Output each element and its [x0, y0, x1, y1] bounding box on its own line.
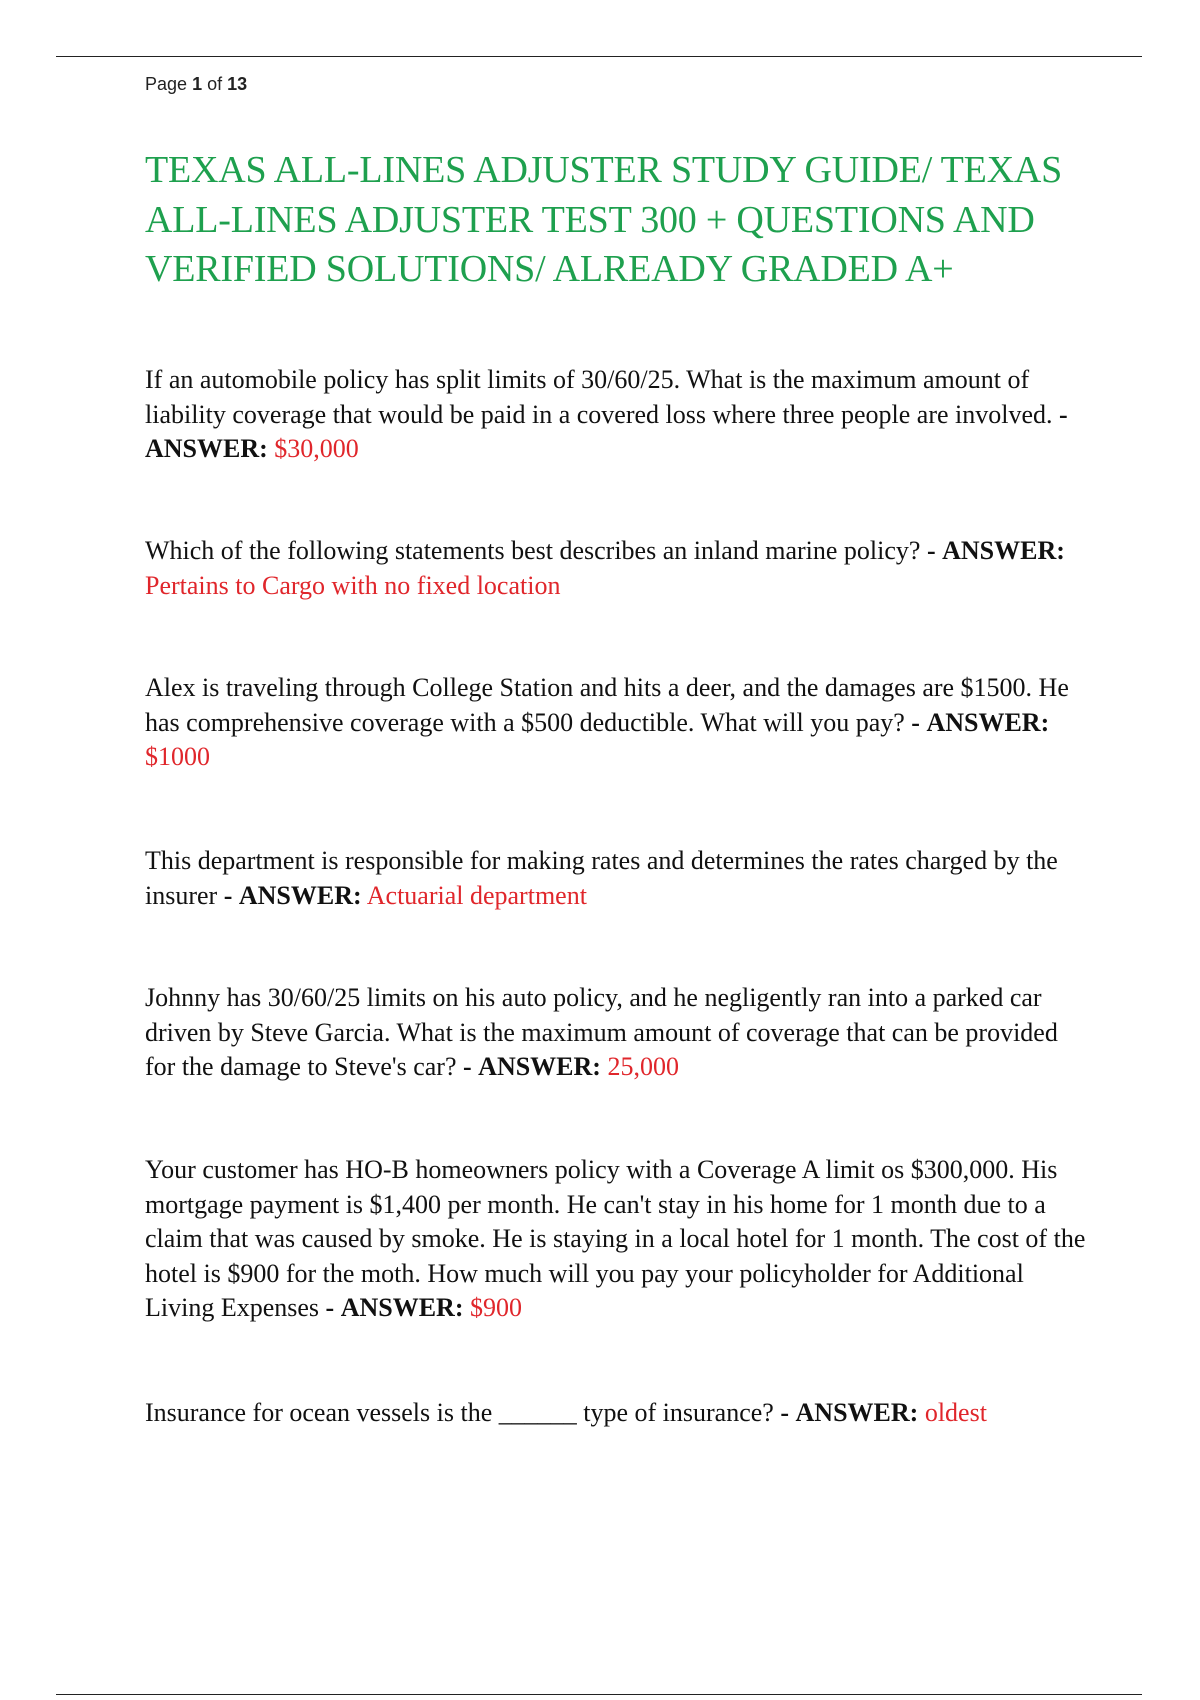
page-number — [145, 74, 247, 95]
answer-value: $900 — [470, 1293, 522, 1322]
answer-label: ANSWER: — [340, 1293, 464, 1322]
answer-separator: - — [325, 1293, 335, 1322]
footer-rule — [56, 1694, 1142, 1695]
question-text: Alex is traveling through College Station and hits a deer, and the damages are $1500. He has comprehensive coverage with a $500 deductible. What will you pay? — [145, 673, 1069, 737]
header-rule — [56, 56, 1142, 57]
answer-value: $1000 — [145, 742, 210, 771]
answer-separator: - — [223, 880, 233, 910]
answer-value: 25,000 — [607, 1052, 679, 1081]
page-of: of — [207, 74, 223, 94]
answer-separator: - — [911, 707, 920, 737]
answer-value: oldest — [924, 1398, 987, 1427]
qa-item — [145, 534, 1090, 603]
qa-item — [145, 844, 1090, 913]
answer-label: ANSWER: — [795, 1398, 919, 1427]
answer-separator: - — [926, 536, 936, 565]
answer-label: ANSWER: — [478, 1052, 601, 1081]
question-text: This department is responsible for making rates and determines the rates charged by the insurer — [145, 846, 1058, 910]
qa-item — [145, 363, 1090, 467]
qa-item — [145, 671, 1090, 775]
page-prefix: Page — [145, 74, 188, 94]
answer-value: Actuarial department — [366, 880, 587, 910]
answer-separator: - — [1059, 399, 1068, 429]
question-text: Which of the following statements best describes an inland marine policy? — [145, 536, 921, 565]
question-text: If an automobile policy has split limits of 30/60/25. What is the maximum amount of liability coverage that would be paid in a covered loss where three people are involved. — [145, 365, 1053, 429]
qa-item — [145, 1396, 1090, 1431]
answer-separator: - — [780, 1398, 790, 1427]
qa-item — [145, 981, 1090, 1085]
document-title: TEXAS ALL-LINES ADJUSTER STUDY GUIDE/ TEXAS ALL-LINES ADJUSTER TEST 300 + QUESTIONS AND VERIFIED SOLUTIONS/ ALREADY GRADED A+ — [145, 149, 1063, 290]
question-text: Johnny has 30/60/25 limits on his auto policy, and he negligently ran into a parked car driven by Steve Garcia. What is the maximum amount of coverage that can be provided for the damage to Steve's car? — [145, 983, 1058, 1081]
question-text: Your customer has HO-B homeowners policy with a Coverage A limit os $300,000. His mortgage payment is $1,400 per month. He can't stay in his home for 1 month due to a claim that was caused by smoke. He is staying in a local hotel for 1 month. The cost of the hotel is $900 for the moth. How much will you pay your policyholder for Additional Living Expenses — [145, 1155, 1086, 1322]
answer-label: ANSWER: — [145, 434, 268, 463]
answer-separator: - — [463, 1052, 472, 1081]
answer-value: $30,000 — [274, 434, 359, 463]
answer-label: ANSWER: — [238, 880, 362, 910]
page-total: 13 — [227, 74, 248, 94]
answer-value: Pertains to Cargo with no fixed location — [145, 570, 561, 600]
page-current: 1 — [192, 74, 203, 94]
qa-item — [145, 1153, 1090, 1326]
question-text: Insurance for ocean vessels is the ______ type of insurance? — [145, 1398, 774, 1427]
answer-label: ANSWER: — [926, 707, 1050, 737]
answer-label: ANSWER: — [942, 536, 1065, 565]
